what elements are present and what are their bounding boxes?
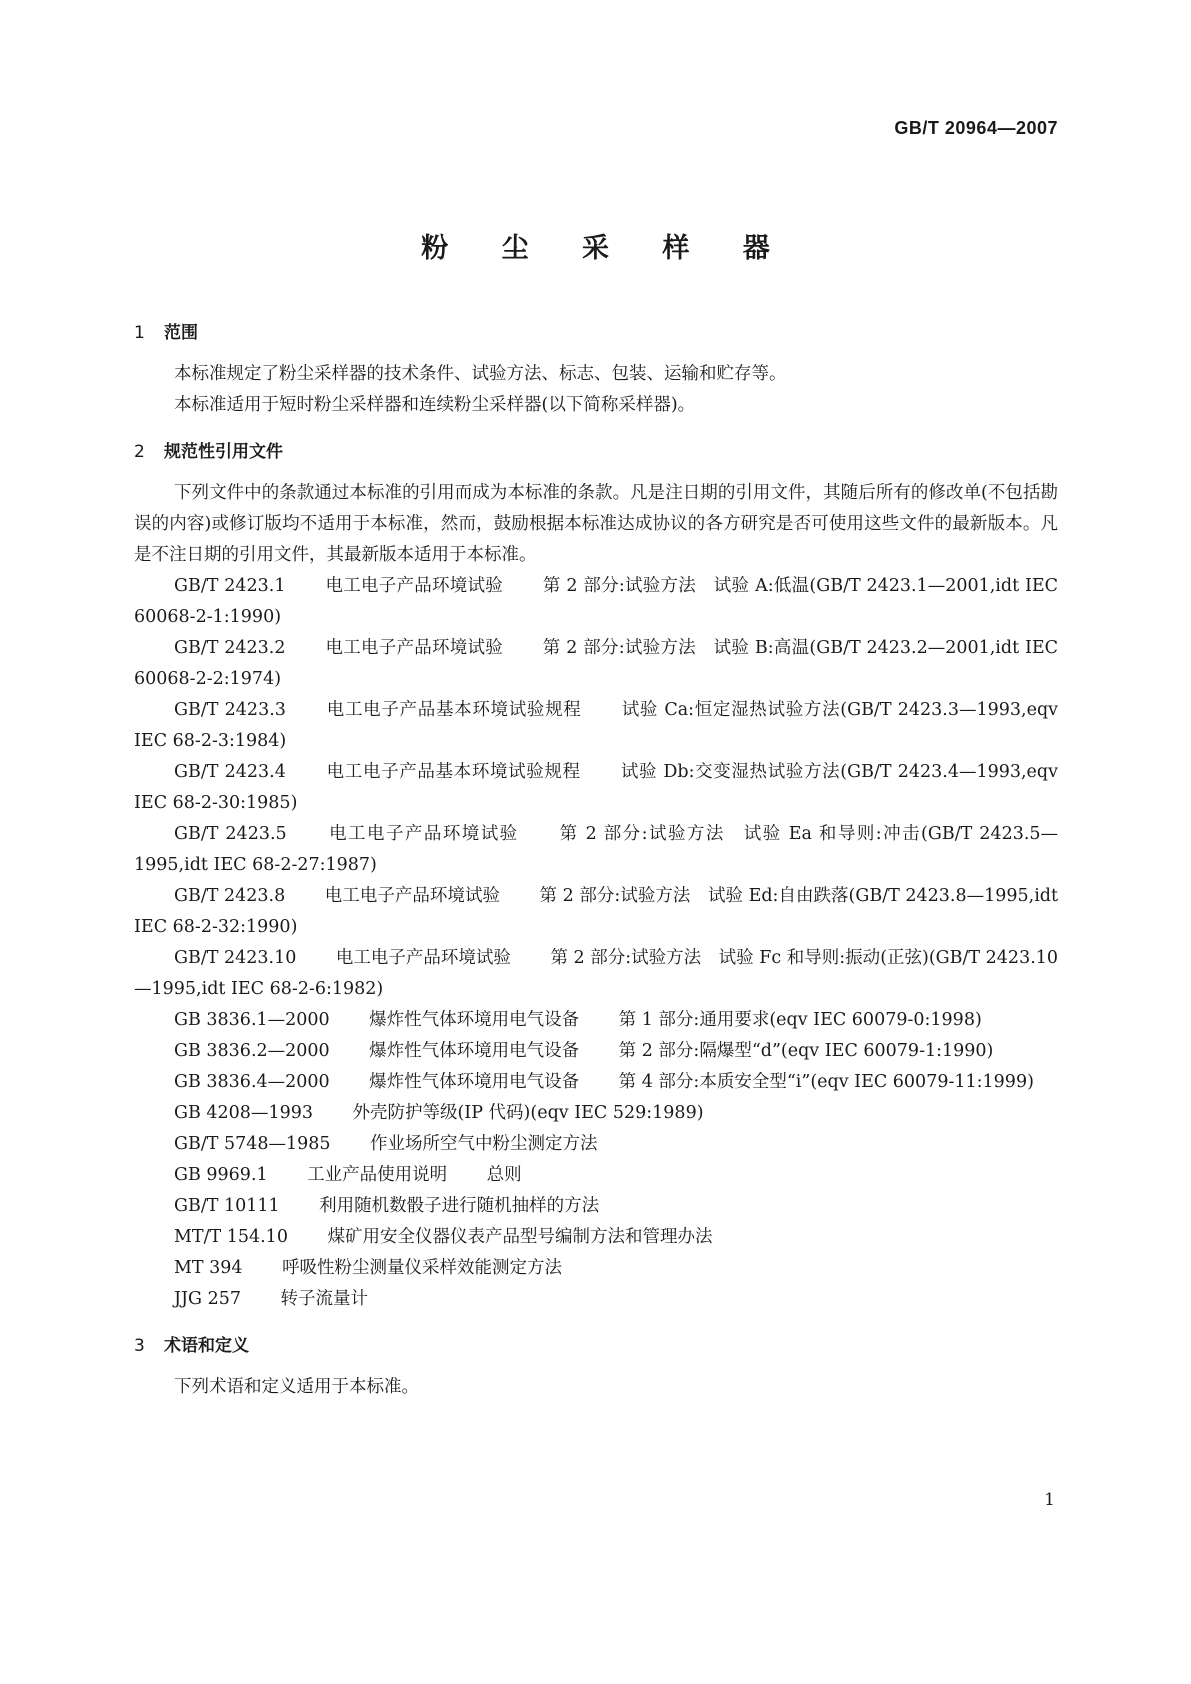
paragraph: 本标准规定了粉尘采样器的技术条件、试验方法、标志、包装、运输和贮存等。 [174,364,787,384]
reference-rest: 试验 Fc 和导则:振动(正弦)(GB/T 2423.10—1995,idt IEC 68-2-6:1982) [134,948,1059,999]
reference-rest: 总则 [486,1165,522,1185]
section-number: 2 [134,442,145,462]
document-title: 粉 尘 采 样 器 [421,233,792,264]
reference-rest: 第 1 部分:通用要求(eqv IEC 60079-0:1998) [618,1010,982,1030]
paragraph: 下列术语和定义适用于本标准。 [174,1377,419,1397]
reference-rest: 试验 B:高温(GB/T 2423.2—2001,idt IEC 60068-2-2:1974) [134,638,1059,689]
reference-title: 爆炸性气体环境用电气设备 [369,1072,580,1092]
reference-item [134,1222,1058,1253]
reference-code: GB 4208—1993 [174,1103,313,1123]
reference-title: 电工电子产品环境试验 [329,824,519,844]
reference-title: 利用随机数骰子进行随机抽样的方法 [319,1196,600,1216]
reference-title: 煤矿用安全仪器仪表产品型号编制方法和管理办法 [327,1227,713,1247]
page-number: 1 [1044,1490,1055,1510]
reference-item [134,881,1058,943]
reference-title: 外壳防护等级(IP 代码)(eqv IEC 529:1989) [352,1103,704,1123]
reference-title: 爆炸性气体环境用电气设备 [369,1010,580,1030]
reference-title: 电工电子产品基本环境试验规程 [326,700,582,720]
reference-item [134,1253,1058,1284]
reference-code: GB/T 2423.4 [174,762,286,782]
document-body [134,318,1058,1403]
reference-title: 转子流量计 [280,1289,368,1309]
reference-title: 电工电子产品基本环境试验规程 [326,762,581,782]
reference-title: 电工电子产品环境试验 [324,886,500,906]
section-number: 1 [134,323,145,343]
reference-item [134,1005,1058,1036]
reference-part: 第 2 部分:试验方法 [542,576,697,596]
reference-item [134,943,1058,1005]
reference-item [134,1098,1058,1129]
reference-code: MT/T 154.10 [174,1227,288,1247]
reference-part: 第 2 部分:试验方法 [559,824,725,844]
reference-part: 第 2 部分:试验方法 [542,638,696,658]
reference-item [134,757,1058,819]
section-title: 范围 [164,323,198,343]
reference-code: GB 3836.1—2000 [174,1010,330,1030]
reference-code: GB/T 2423.10 [174,948,297,968]
reference-item [134,633,1058,695]
reference-item [134,1160,1058,1191]
reference-code: GB 3836.4—2000 [174,1072,330,1092]
standard-code: GB/T 20964—2007 [894,118,1058,138]
reference-item [134,571,1058,633]
paragraph: 下列文件中的条款通过本标准的引用而成为本标准的条款。凡是注日期的引用文件，其随后所有的修改单(不包括勘误的内容)或修订版均不适用于本标准，然而，鼓励根据本标准达成协议的各方研究是否可使用这些文件的最新版本。凡是不注日期的引用文件，其最新版本适用于本标准。 [134,483,1058,565]
reference-item [134,1191,1058,1222]
section-number: 3 [134,1336,145,1356]
reference-list [134,571,1058,1315]
section-2-heading [134,437,1058,468]
section-title: 术语和定义 [164,1336,249,1356]
section-3-heading [134,1331,1058,1362]
reference-title: 电工电子产品环境试验 [335,948,511,968]
reference-rest: 第 4 部分:本质安全型“i”(eqv IEC 60079-11:1999) [618,1072,1034,1092]
reference-code: JJG 257 [174,1289,241,1309]
reference-code: GB/T 2423.1 [174,576,286,596]
reference-title: 电工电子产品环境试验 [325,576,504,596]
reference-title: 电工电子产品环境试验 [325,638,503,658]
reference-rest: 试验 Ea 和导则:冲击(GB/T 2423.5—1995,idt IEC 68-2-27:1987) [134,824,1059,875]
reference-rest: 第 2 部分:隔爆型“d”(eqv IEC 60079-1:1990) [618,1041,994,1061]
reference-code: GB/T 2423.5 [174,824,287,844]
reference-item [134,1284,1058,1315]
reference-code: GB/T 2423.2 [174,638,286,658]
reference-title: 呼吸性粉尘测量仪采样效能测定方法 [282,1258,563,1278]
reference-part: 第 2 部分:试验方法 [550,948,702,968]
reference-title: 工业产品使用说明 [307,1165,448,1185]
reference-rest: 试验 Ed:自由跌落(GB/T 2423.8—1995,idt IEC 68-2-32:1990) [134,886,1059,937]
reference-rest: 试验 Ca:恒定湿热试验方法(GB/T 2423.3—1993,eqv IEC 68-2-3:1984) [134,700,1059,751]
reference-item [134,819,1058,881]
reference-code: GB/T 10111 [174,1196,280,1216]
section-1-heading [134,318,1058,349]
reference-rest: 试验 A:低温(GB/T 2423.1—2001,idt IEC 60068-2-1:1990) [134,576,1059,627]
reference-part: 第 2 部分:试验方法 [539,886,691,906]
reference-code: GB 3836.2—2000 [174,1041,330,1061]
reference-code: MT 394 [174,1258,243,1278]
reference-code: GB/T 5748—1985 [174,1134,331,1154]
reference-title: 作业场所空气中粉尘测定方法 [370,1134,598,1154]
reference-item [134,1036,1058,1067]
section-title: 规范性引用文件 [164,442,283,462]
reference-code: GB/T 2423.8 [174,886,286,906]
reference-code: GB/T 2423.3 [174,700,286,720]
reference-item [134,695,1058,757]
reference-item [134,1067,1058,1098]
reference-code: GB 9969.1 [174,1165,268,1185]
reference-item [134,1129,1058,1160]
reference-rest: 试验 Db:交变湿热试验方法(GB/T 2423.4—1993,eqv IEC 68-2-30:1985) [134,762,1058,813]
reference-title: 爆炸性气体环境用电气设备 [369,1041,580,1061]
paragraph: 本标准适用于短时粉尘采样器和连续粉尘采样器(以下简称采样器)。 [174,395,696,415]
